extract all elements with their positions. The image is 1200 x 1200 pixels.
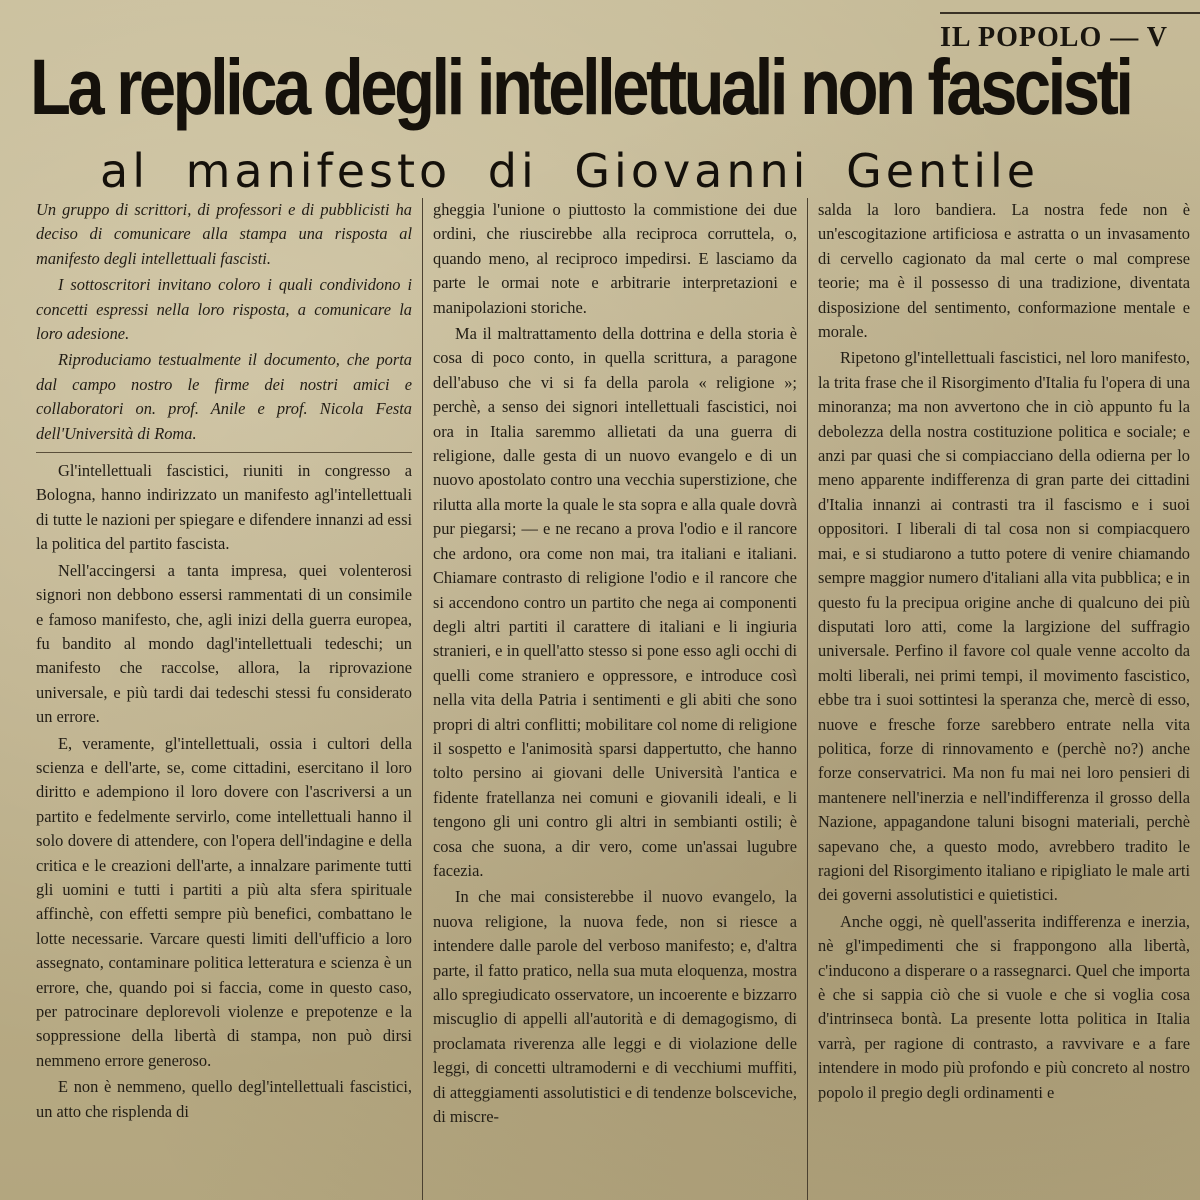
article-columns bbox=[32, 198, 1200, 1200]
article-paragraph: E, veramente, gl'intellettuali, ossia i cultori della scienza e dell'arte, se, come cittadini, esercitano il loro diritto e adempiono il loro dovere con l'ascriversi a un partito e fedelmente servirlo, come intellettuali hanno il solo dovere di attendere, con l'opera dell'indagine e della critica e le creazioni dell'arte, a innalzare parimente tutti gli uomini e tutti i partiti a più alta sfera spirituale affinchè, con effetti sempre più benefici, combattano le lotte necessarie. Varcare questi limiti dell'ufficio a loro assegnato, contaminare politica letteratura e scienza è un errore, che, quando poi si faccia, come in questo caso, per patrocinare deplorevoli violenze e prepotenze e la soppressione della libertà di stampa, non può dirsi nemmeno errore generoso. bbox=[36, 733, 412, 1070]
article-paragraph: Ripetono gl'intellettuali fascistici, nel loro manifesto, la trita frase che il Risorgimento d'Italia fu l'opera di una minoranza; ma non avvertono che in ciò appunto fu la debolezza della nostra costituzione politica e sociale; e anzi par quasi che si compiacciano della odierna per lo meno apparente indifferenza di gran parte dei cittadini d'Italia innanzi ai contrasti tra il fascismo e i suoi oppositori. I liberali di tal cosa non si compiacquero mai, e si studiarono a tutto potere di venire chiamando sempre maggior numero d'italiani alla vita pubblica; e in questo fu la precipua origine anche di qualcuno dei più disputati loro atti, come la largizione del suffragio universale. Perfino il favore col quale venne accolto da molti liberali, nei primi tempi, il movimento fascistico, ebbe tra i suoi sottintesi la speranza che, mercè di esso, nuove e fresche forze sarebbero entrate nella vita politica, forze di rinnovamento e (perchè no?) anche forze conservatrici. Ma non fu mai nei loro pensieri di mantenere nell'inerzia e nell'indifferenza il grosso della Nazione, appagandone taluni bisogni materiali, perchè sapevano che, a questo modo, avrebbero tradito le ragioni del Risorgimento italiano e ripigliato le male arti dei governi assolutistici e quietistici. bbox=[818, 348, 1190, 905]
article-paragraph: salda la loro bandiera. La nostra fede non è un'escogitazione artificiosa e astratta o un invasamento di cervello cagionato da mal certe o mal comprese teorie; ma è il possesso di una tradizione, diventata disposizione del sentimento, conformazione mentale e morale. bbox=[818, 200, 1190, 342]
intro-divider bbox=[36, 452, 412, 453]
article-paragraph: Nell'accingersi a tanta impresa, quei volenterosi signori non debbono essersi rammentati di un consimile e famoso manifesto, che, agli inizi della guerra europea, fu bandito al mondo dagl'intellettuali tedeschi; un manifesto che raccolse, allora, la riprovazione universale, e più tardi dai tedeschi stessi fu considerato un errore. bbox=[36, 560, 412, 727]
article-paragraph: Anche oggi, nè quell'asserita indifferenza e inerzia, nè gl'impedimenti che si frappongono alla libertà, c'inducono a disperare o a rassegnarci. Quel che importa è che si sappia ciò che si vuole e che si voglia cosa d'intrinseca bontà. La presente lotta politica in Italia varrà, per ragione di contrasto, a ravvivare e a fare intendere in modo più profondo e più concreto al nostro popolo il pregio degli ordinamenti e bbox=[818, 911, 1190, 1102]
column-3 bbox=[807, 198, 1200, 1200]
article-paragraph: gheggia l'unione o piuttosto la commistione dei due ordini, che riuscirebbe alla reciproca corruttela, o, quando meno, al reciproco impedirsi. E lasciamo da parte le ormai note e arbitrarie interpretazioni e manipolazioni storiche. bbox=[433, 200, 797, 317]
column-2 bbox=[422, 198, 807, 1200]
masthead-rule bbox=[940, 12, 1200, 14]
subhead: al manifesto di Giovanni Gentile bbox=[100, 144, 1040, 198]
editorial-intro bbox=[36, 198, 412, 446]
article-paragraph: In che mai consisterebbe il nuovo evangelo, la nuova religione, la nuova fede, non si riesce a intendere dalle parole del verboso manifesto; e, d'altra parte, il fatto pratico, nella sua muta eloquenza, mostra allo spregiudicato osservatore, un incoerente e bizzarro miscuglio di appelli all'autorità e di demagogismo, di proclamata riverenza alle leggi e di violazione delle leggi, di concetti ultramoderni e di vecchiumi muffiti, di atteggiamenti assolutistici e di tendenze bolsceviche, di miscre- bbox=[433, 887, 797, 1127]
article-paragraph: Ma il maltrattamento della dottrina e della storia è cosa di poco conto, in quella scrittura, a paragone dell'abuso che vi si fa della parola « religione »; perchè, a senso dei signori intellettuali fascistici, noi ora in Italia saremmo allietati da una guerra di religione, dalle gesta di un nuovo evangelo e di un nuovo apostolato contro una vecchia superstizione, che rilutta alla morte la quale le sta sopra e alla quale dovrà pur piegarsi; — e ne recano a prova l'odio e il rancore che ardono, ora come non mai, tra italiani e italiani. Chiamare contrasto di religione l'odio e il rancore che si accendono contro un partito che nega ai componenti degli altri partiti il carattere di italiani e li ingiuria stranieri, e in quell'atto stesso si pone esso agli occhi di quelli come straniero e oppressore, e introduce così nella vita della Patria i sentimenti e gli abiti che sono propri di altri conflitti; mobilitare col nome di religione il sospetto e l'animosità sparsi dappertutto, che hanno tolto persino ai giovani delle Università l'antica e fidente fratellanza nei comuni e giovanili ideali, e li tengono gli uni contro gli altri in sembianti ostili; è cosa che suona, a dir vero, come un'assai lugubre facezia. bbox=[433, 324, 797, 880]
intro-paragraph: I sottoscritori invitano coloro i quali condividono i concetti espressi nella loro risposta, a comunicare la loro adesione. bbox=[36, 275, 412, 344]
article-paragraph: Gl'intellettuali fascistici, riuniti in congresso a Bologna, hanno indirizzato un manifesto agl'intellettuali di tutte le nazioni per spiegare e difendere innanzi ad essi la politica del partito fascista. bbox=[36, 461, 412, 554]
article-paragraph: E non è nemmeno, quello degl'intellettuali fascistici, un atto che risplenda di bbox=[36, 1077, 412, 1121]
intro-paragraph: Un gruppo di scrittori, di professori e di pubblicisti ha deciso di comunicare alla stampa una risposta al manifesto degli intellettuali fascisti. bbox=[36, 200, 412, 268]
column-1 bbox=[32, 198, 422, 1200]
headline: La replica degli intellettuali non fascisti bbox=[30, 43, 1131, 132]
intro-paragraph: Riproduciamo testualmente il documento, che porta dal campo nostro le firme dei nostri amici e collaboratori on. prof. Anile e prof. Nicola Festa dell'Università di Roma. bbox=[36, 350, 412, 443]
masthead: IL POPOLO — V bbox=[940, 22, 1168, 53]
